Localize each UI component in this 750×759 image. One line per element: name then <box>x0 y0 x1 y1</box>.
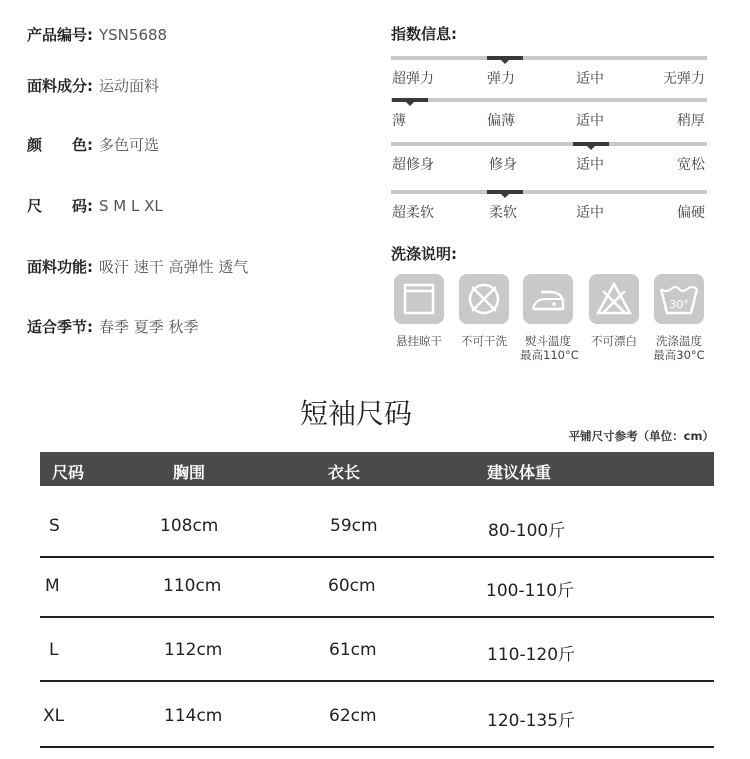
info-label: 面料成分: <box>27 77 93 95</box>
scale-label: 适中 <box>576 205 604 221</box>
info-value: YSN5688 <box>99 26 168 44</box>
info-value: S M L XL <box>99 197 163 215</box>
wash-item-wash-30 <box>651 274 707 362</box>
wash-item-no-bleach <box>586 274 642 348</box>
fit-scale <box>391 142 707 174</box>
scale-bar <box>391 190 707 194</box>
scale-label: 超弹力 <box>392 71 434 87</box>
size-table-note: 平铺尺寸参考（单位：cm） <box>568 429 714 443</box>
scale-marker <box>487 190 523 194</box>
size-table-title: 短袖尺码 <box>299 397 413 430</box>
wash-label-line2: 最高110°C <box>520 348 579 362</box>
cell-length: 61cm <box>329 640 377 660</box>
scale-label: 宽松 <box>677 157 705 173</box>
cell-size: S <box>49 516 60 536</box>
scale-marker <box>392 98 428 102</box>
wash-item-iron <box>520 274 579 362</box>
no-bleach-icon <box>589 274 639 324</box>
table-row <box>40 620 714 682</box>
wash-label-line2: 最高30°C <box>653 348 705 362</box>
wash-label-line1: 熨斗温度 <box>525 334 571 348</box>
wash-30-icon <box>654 274 704 324</box>
cell-weight: 110-120斤 <box>487 645 576 665</box>
wash-item-hang-dry <box>391 274 447 348</box>
wash-label <box>520 334 579 362</box>
scale-label: 适中 <box>576 157 604 173</box>
cell-length: 59cm <box>330 516 378 536</box>
scale-label: 弹力 <box>487 71 515 87</box>
info-label: 面料功能: <box>27 258 93 276</box>
cell-weight: 80-100斤 <box>488 521 566 541</box>
scale-label: 适中 <box>576 113 604 129</box>
info-label: 产品编号: <box>27 26 93 44</box>
wash-title: 洗涤说明: <box>391 245 457 263</box>
header-chest: 胸围 <box>173 463 206 482</box>
hang-dry-icon <box>394 274 444 324</box>
scale-label: 稍厚 <box>677 113 705 129</box>
info-value: 春季 夏季 秋季 <box>99 318 199 336</box>
elasticity-scale <box>391 56 707 88</box>
thickness-scale <box>391 98 707 130</box>
wash-label: 悬挂晾干 <box>396 334 442 348</box>
table-row <box>40 556 714 618</box>
info-row-size <box>27 195 163 216</box>
softness-scale <box>391 190 707 222</box>
info-row-color <box>27 134 159 155</box>
scale-marker <box>487 56 523 60</box>
cell-weight: 100-110斤 <box>486 581 575 601</box>
scale-label: 偏薄 <box>487 113 515 129</box>
cell-weight: 120-135斤 <box>487 711 576 731</box>
info-row-season <box>27 316 199 337</box>
scale-label: 无弹力 <box>663 71 705 87</box>
scale-bar <box>391 98 707 102</box>
header-weight: 建议体重 <box>487 463 552 482</box>
cell-size: L <box>49 640 59 660</box>
info-row-fabric <box>27 75 159 96</box>
cell-length: 60cm <box>328 576 376 596</box>
wash-label: 不可干洗 <box>461 334 507 348</box>
iron-icon <box>523 274 573 324</box>
scale-label: 超修身 <box>392 157 434 173</box>
info-row-product-code <box>27 24 167 45</box>
no-dry-clean-icon <box>459 274 509 324</box>
header-size: 尺码 <box>52 463 85 482</box>
wash-item-no-dry-clean <box>456 274 512 348</box>
info-label: 尺 码: <box>27 197 93 215</box>
scale-label: 修身 <box>489 157 517 173</box>
scale-label: 适中 <box>576 71 604 87</box>
cell-size: M <box>45 576 60 596</box>
info-value: 吸汗 速干 高弹性 透气 <box>99 258 249 276</box>
cell-chest: 112cm <box>164 640 223 660</box>
cell-chest: 110cm <box>163 576 222 596</box>
info-label: 颜 色: <box>27 136 93 154</box>
scale-bar <box>391 56 707 60</box>
wash-label <box>651 334 707 362</box>
wash-temp-label: 30° <box>669 298 689 311</box>
scale-label: 偏硬 <box>677 205 705 221</box>
wash-label-line1: 洗涤温度 <box>656 334 702 348</box>
indices-title: 指数信息: <box>391 25 457 43</box>
cell-size: XL <box>43 706 65 726</box>
scale-marker <box>573 142 609 146</box>
table-row <box>40 686 714 748</box>
cell-chest: 108cm <box>160 516 219 536</box>
cell-length: 62cm <box>329 706 377 726</box>
info-row-function <box>27 256 248 277</box>
wash-label: 不可漂白 <box>591 334 637 348</box>
scale-label: 柔软 <box>489 205 517 221</box>
info-value: 运动面料 <box>99 77 160 95</box>
header-length: 衣长 <box>328 463 361 482</box>
size-table-header <box>40 452 714 486</box>
info-value: 多色可选 <box>99 136 160 154</box>
scale-bar <box>391 142 707 146</box>
table-row <box>40 496 714 558</box>
info-label: 适合季节: <box>27 318 93 336</box>
cell-chest: 114cm <box>164 706 223 726</box>
scale-label: 薄 <box>392 113 406 129</box>
scale-label: 超柔软 <box>392 205 434 221</box>
